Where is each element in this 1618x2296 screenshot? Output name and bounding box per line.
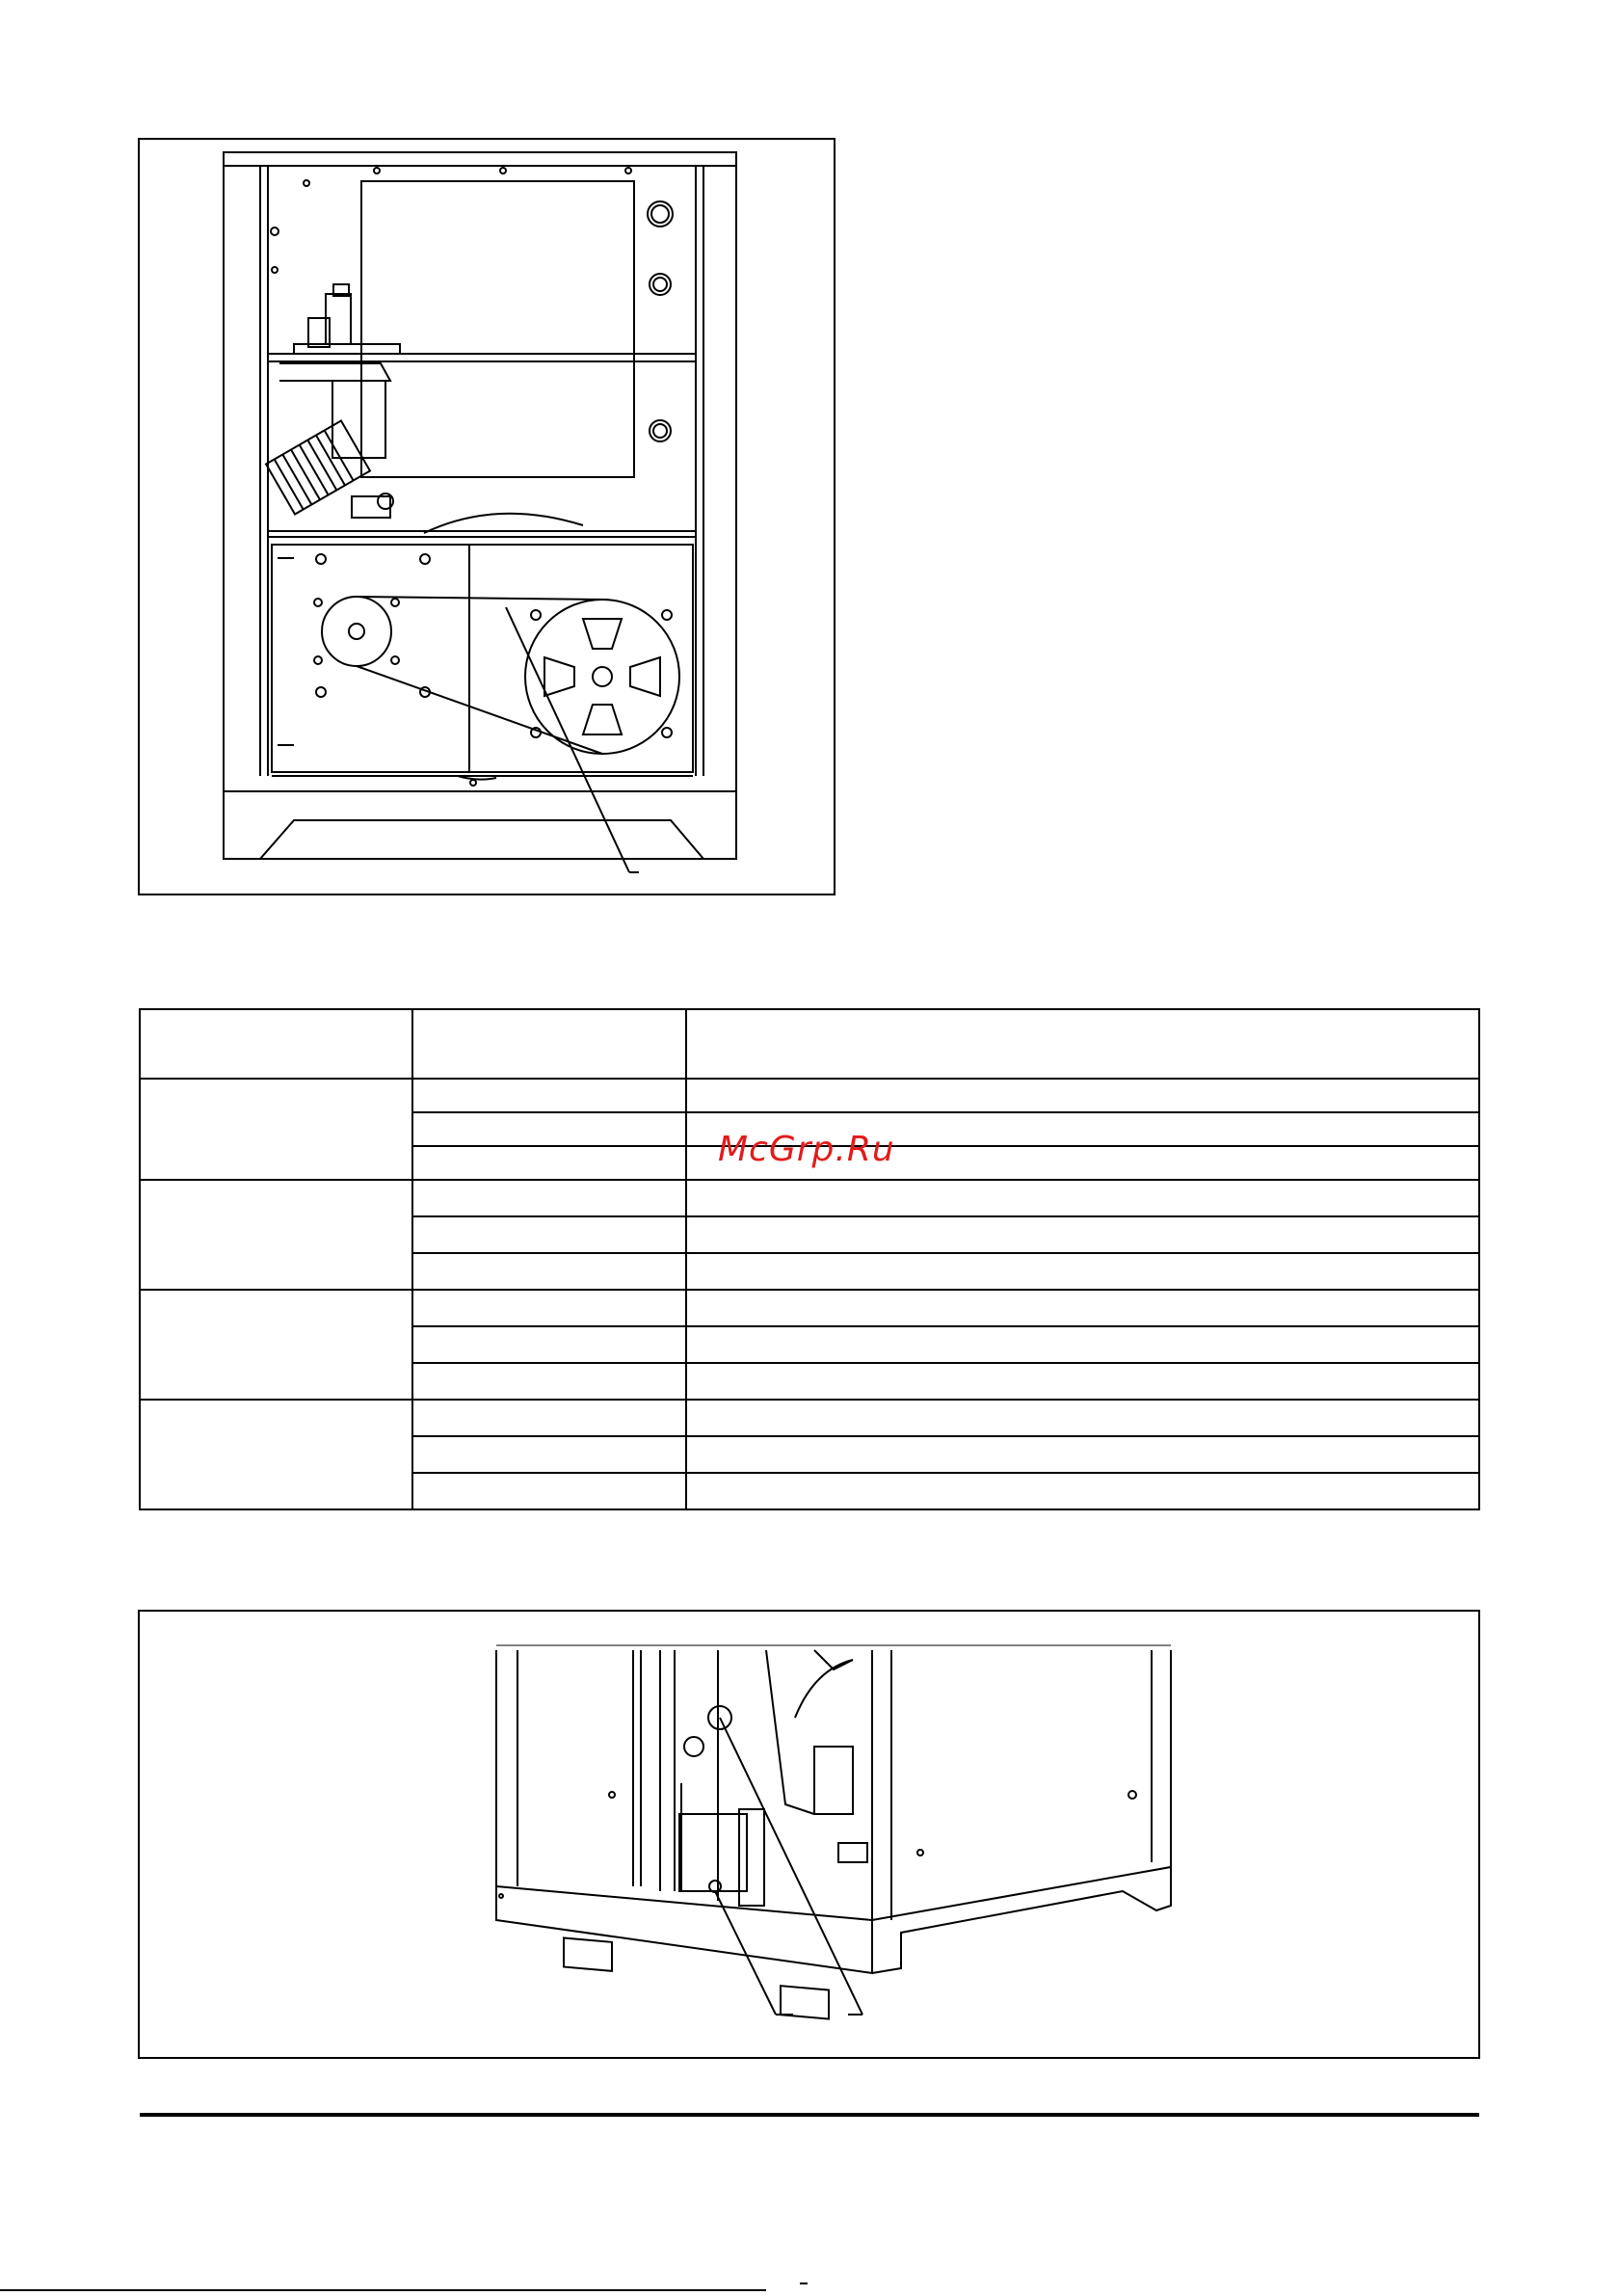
group-cell: [140, 1290, 412, 1400]
table-cell: [412, 1079, 686, 1112]
header-col1: [140, 1009, 412, 1079]
header-col2: [412, 1009, 686, 1079]
table-row: [140, 1400, 1479, 1436]
table-row: [140, 1079, 1479, 1112]
table-cell: [686, 1363, 1479, 1400]
figure-compressor-belt-drive: [138, 138, 836, 895]
table-cell: [412, 1146, 686, 1180]
table-cell: [412, 1473, 686, 1509]
table-row: [140, 1290, 1479, 1326]
table-cell: [412, 1216, 686, 1253]
watermark-text: McGrp.Ru: [718, 1130, 895, 1169]
table-cell: [686, 1216, 1479, 1253]
footer-mark: [800, 2283, 808, 2284]
table-cell: [412, 1363, 686, 1400]
spec-table: [139, 1008, 1480, 1510]
table-cell: [686, 1436, 1479, 1473]
header-col3: [686, 1009, 1479, 1079]
table-cell: [412, 1112, 686, 1146]
table-cell: [686, 1253, 1479, 1290]
group-cell: [140, 1079, 412, 1180]
table-cell: [686, 1400, 1479, 1436]
table-row: [140, 1180, 1479, 1216]
group-cell: [140, 1400, 412, 1509]
group-cell: [140, 1180, 412, 1290]
table-cell: [686, 1180, 1479, 1216]
table-cell: [412, 1326, 686, 1363]
table-cell: [686, 1290, 1479, 1326]
table-header-row: [140, 1009, 1479, 1079]
table-cell: [412, 1180, 686, 1216]
compressor-base-drawing: [140, 1612, 1478, 2057]
table-cell: [686, 1473, 1479, 1509]
table-cell: [686, 1079, 1479, 1112]
table-cell: [412, 1290, 686, 1326]
figure-compressor-base-drain: [138, 1610, 1480, 2059]
table-cell: [412, 1400, 686, 1436]
table-cell: [412, 1253, 686, 1290]
compressor-belt-drive-drawing: [140, 140, 834, 894]
table-cell: [686, 1326, 1479, 1363]
footer-rule: [0, 2289, 766, 2291]
table-cell: [412, 1436, 686, 1473]
bottom-rule: [140, 2113, 1479, 2117]
